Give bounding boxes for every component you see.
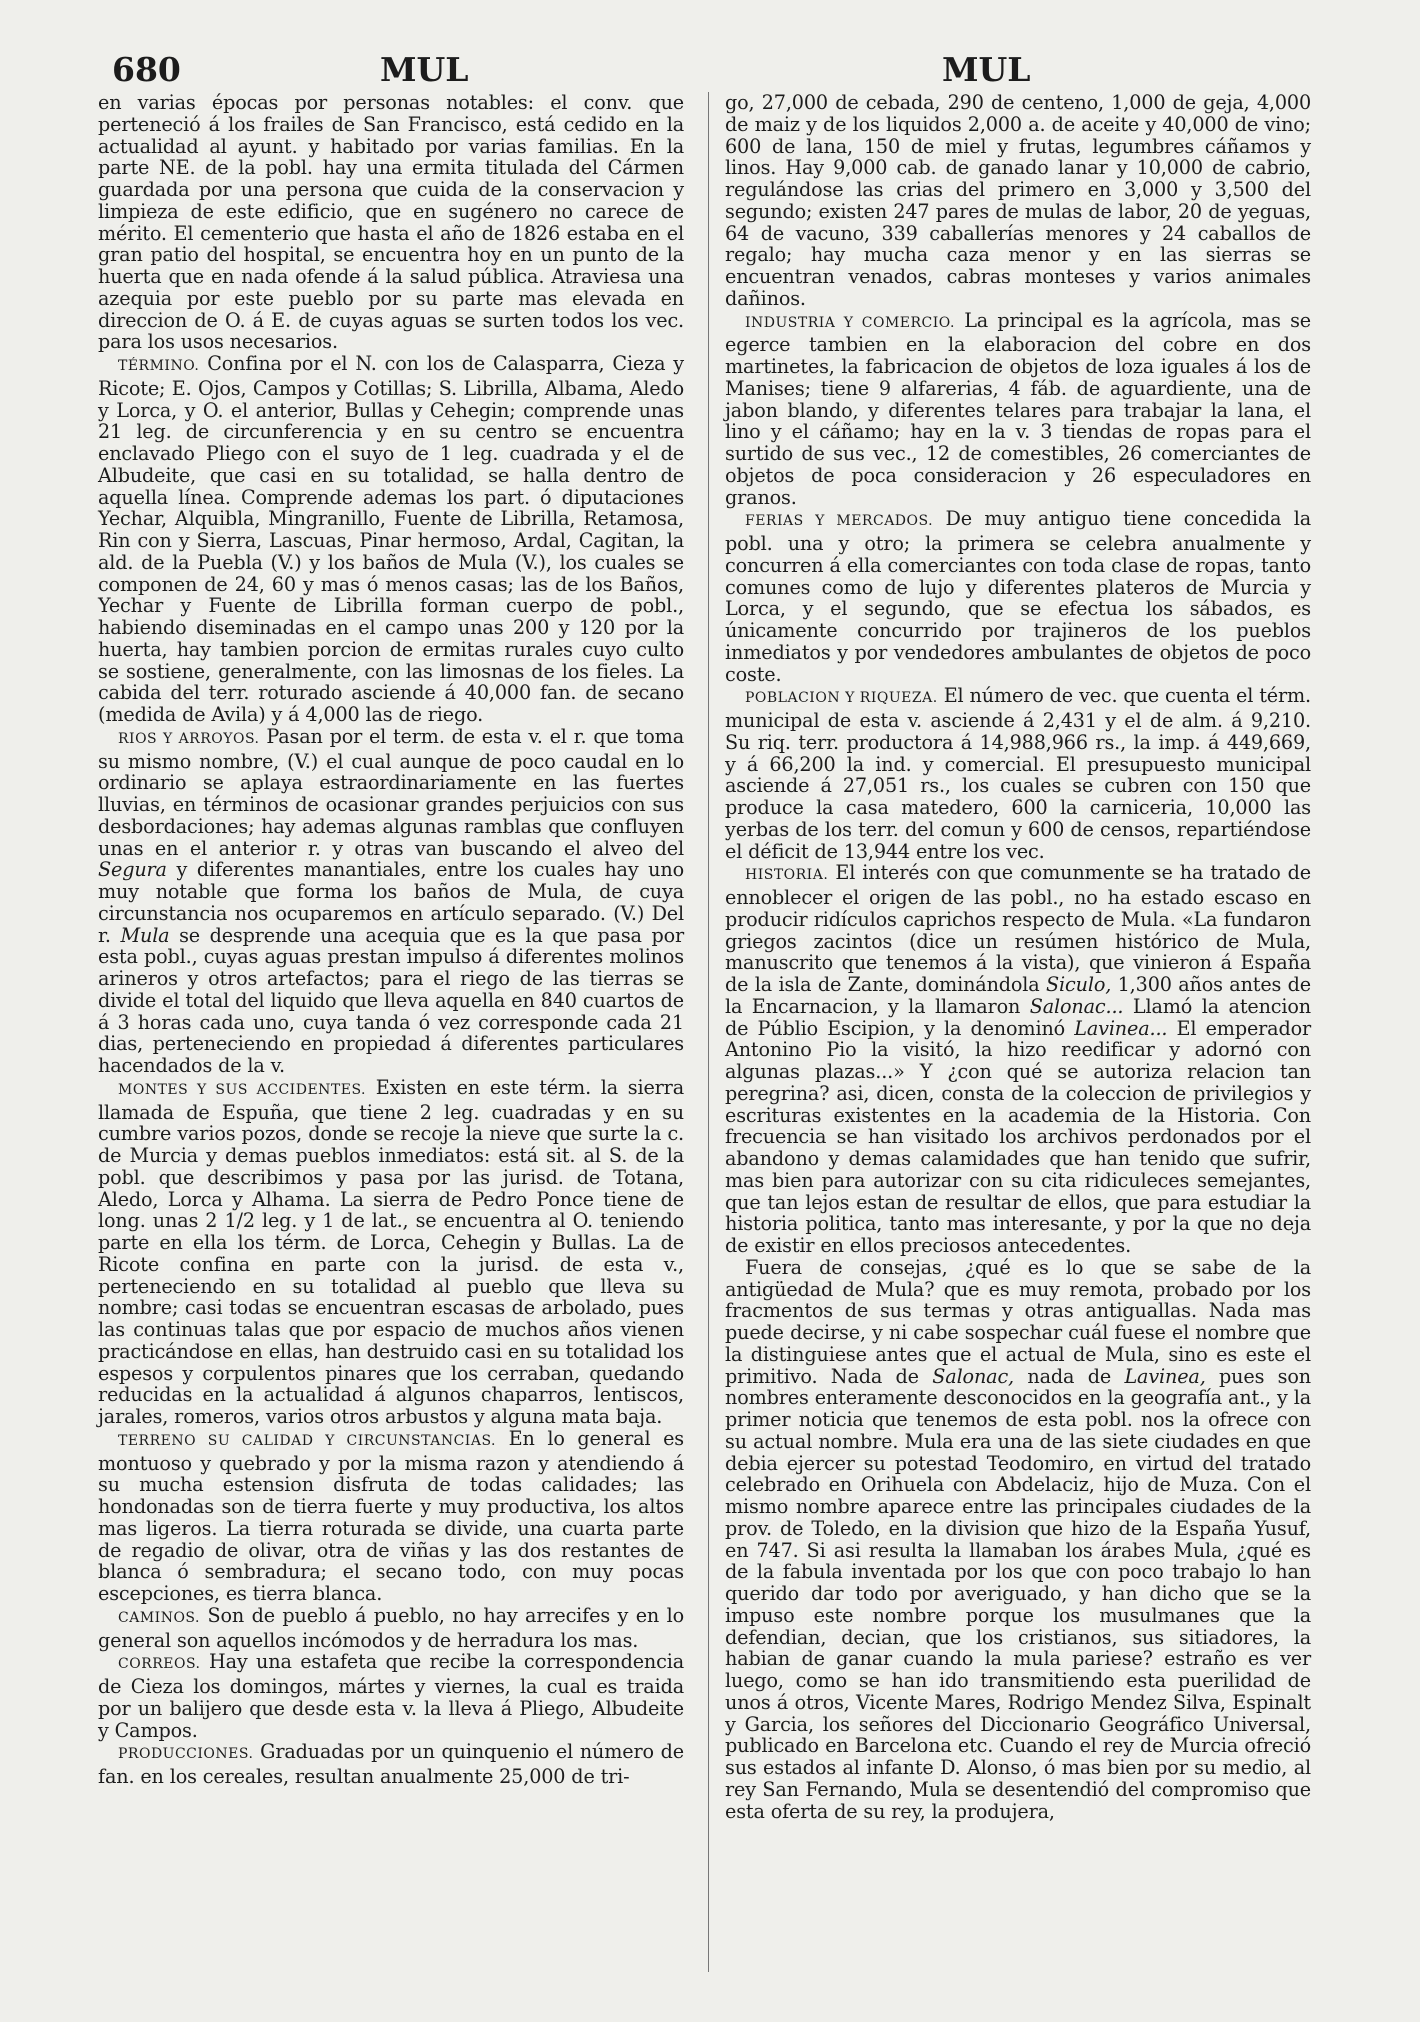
paragraph-historia <box>725 862 1311 1257</box>
paragraph-producciones <box>98 1741 684 1788</box>
text-industria: La principal es la agrícola, mas se egerce tambien en la elaboracion del cobre en dos martinetes, la fabricacion de objetos de loza iguales á los de Manises; tiene 9 alfarerias, 4 fáb. de aguardiente, una de jabon blando, y diferentes telares para trabajar la lana, el lino y el cáñamo; hay en la v. 3 tiendas de ropas para el surtido de sus vec., 12 de comestibles, 26 comerciantes de objetos de poca consideracion y 26 especuladores en granos. <box>725 308 1312 509</box>
paragraph-terreno <box>98 1428 684 1605</box>
running-head-right: MUL <box>942 50 1031 89</box>
section-heading-termino: TÉRMINO. <box>118 358 200 374</box>
page-number: 680 <box>112 50 181 89</box>
text-historia-d: El emperador Antonino Pio la visitó, la hizo reedificar y adornó con algunas plazas...» Y ¿con qué se autoriza relacion tan peregrina? asi, dicen, consta de la coleccion de privilegios y escrituras existentes en la academia de la Historia. Con frecuencia se han visitado los archivos perdonados por el abandono y demas calamidades que han tenido que sufrir, mas bien para autorizar con su cita ridiculeces semejantes, que tan lejos estan de resultar de ellos, que para estudiar la historia politica, tanto mas interesante, y por la que no deja de existir en ellos preciosos antecedentes. <box>725 1016 1312 1257</box>
text-fuera-c: pues son nombres enteramente desconocidos en la geografía ant., y la primer noticia que tenemos de esta pobl. nos la ofrece con su actual nombre. Mula era una de las siete ciudades en que debia ejercer su potestad Teodomiro, en virtud del tratado celebrado en Orihuela con Abdelaciz, hijo de Muza. Con el mismo nombre aparece entre las principales ciudades de la prov. de Toledo, en la division que hizo de la España Yusuf, en 747. Si asi resulta la llamaban los árabes Mula, ¿qué es de la fabula inventada por los que con poco trabajo lo han querido dar todo por averiguado, y han dicho que se la impuso este nombre porque los musulmanes que la defendian, decian, que los cristianos, sus sitiadores, la habian de ganar cuando la mula pariese? estraño es ver luego, como se han ido transmitiendo esta puerilidad de unos á otros, Vicente Mares, Rodrigo Mendez Silva, Espinalt y Garcia, los señores del Diccionario Geográfico Universal, publicado en Barcelona etc. Cuando el rey de Murcia ofreció sus estados al infante D. Alonso, ó mas bien por su medio, al rey San Fernando, Mula se desentendió del compromiso que esta oferta de su rey, la produjera, <box>725 1364 1311 1823</box>
section-heading-poblacion: POBLACION Y RIQUEZA. <box>745 690 938 707</box>
text-rios-b: y diferentes manantiales, entre los cuales hay uno muy notable que forma los baños de Mula, de cuya circunstancia nos ocuparemos en artículo separado. (V.) Del r. <box>98 858 684 947</box>
text-salonac-2: Salonac, <box>932 1364 1014 1388</box>
paragraph-rios <box>98 726 684 1077</box>
paragraph-produce-continued: go, 27,000 de cebada, 290 de centeno, 1,000 de geja, 4,000 de maiz y de los liquidos 2,000 a. de aceite y 40,000 de vino; 600 de lana, 150 de miel y frutas, legumbres cáñamos y linos. Hay 9,000 cab. de ganado lanar y 10,000 de cabrio, regulándose las crias del primero en 3,000 y 3,500 del segundo; existen 247 pares de mulas de labor, 20 de yeguas, 64 de vacuno, 339 caballerías menores y 24 caballos de regalo; hay mucha caza menor y en las sierras se encuentran venados, cabras monteses y varios animales dañinos. <box>725 91 1311 310</box>
section-heading-montes: MONTES Y SUS ACCIDENTES. <box>118 1081 367 1098</box>
column-divider <box>708 92 709 1972</box>
paragraph-correos <box>98 1651 684 1741</box>
text-montes: Existen en este térm. la sierra llamada de Espuña, que tiene 2 leg. cuadradas y en su cumbre varios pozos, donde se recoje la nieve que surte la c. de Murcia y demas pueblos inmediatos: está sit. al S. de la pobl. que describimos y pasa por las jurisd. de Totana, Aledo, Lorca y Alhama. La sierra de Pedro Ponce tiene de long. unas 2 1/2 leg. y 1 de lat., se encuentra al O. teniendo parte en ella los térm. de Lorca, Cehegin y Bullas. La de Ricote confina en parte con la jurisd. de esta v., perteneciendo en su totalidad al pueblo que lleva su nombre; casi todas se encuentran escasas de arbolado, pues las continuas talas que por espacio de muchos años vienen practicándose en ellas, han destruido casi en su totalidad los espesos y corpulentos pinares que los cerraban, quedando reducidas en la actualidad á algunos chaparros, lentiscos, jarales, romeros, varios otros arbustos y alguna mata baja. <box>98 1075 684 1428</box>
text-segura: Segura <box>98 858 167 882</box>
text-fuera-a: Fuera de consejas, ¿qué es lo que se sabe de la antigüedad de Mula? que es muy remota, probado por los fracmentos de sus termas y otras antiguallas. Nada mas puede decirse, y ni cabe sospechar cuál fuese el nombre que la distinguiese antes que el actual de Mula, sino es este el primitivo. Nada de <box>725 1255 1311 1388</box>
text-mula: Mula <box>120 923 170 947</box>
text-siculo: Siculo, <box>1046 973 1112 996</box>
paragraph-industria <box>725 310 1311 509</box>
text-fuera-b: nada de <box>1027 1364 1112 1388</box>
text-caminos: Son de pueblo á pueblo, no hay arrecifes y en lo general son aquellos incómodos y de herradura los mas. <box>98 1603 684 1652</box>
text-historia-a: El interés con que comunmente se ha tratado de ennoblecer el origen de las pobl., no ha estado escaso en producir ridículos caprichos respecto de Mula. «La fundaron griegos zacintos (dice un resúmen histórico de Mula, manuscrito que tenemos á la vista), que vinieron á España de la isla de Zante, dominándola <box>725 861 1311 996</box>
text-producciones: Graduadas por un quinquenio el número de fan. en los cereales, resultan anualmente 25,000 de tri- <box>98 1740 684 1788</box>
section-heading-historia: HISTORIA. <box>745 867 829 884</box>
text-lavinea: Lavinea... <box>1074 1016 1168 1040</box>
paragraph-fuera-de-consejas <box>725 1257 1311 1823</box>
paragraph-poblacion <box>725 685 1311 862</box>
section-heading-ferias: FERIAS Y MERCADOS. <box>745 513 934 530</box>
section-heading-rios: RIOS Y ARROYOS. <box>118 730 260 747</box>
paragraph-caminos <box>98 1605 684 1652</box>
text-ferias: De muy antiguo tiene concedida la pobl. una y otro; la primera se celebra anualmente y concurren á ella comerciantes con toda clase de ropas, tanto comunes como de lujo y diferentes plateros de Murcia y Lorca, y el segundo, que se efectua los sábados, es únicamente concurrido por trajineros de los pueblos inmediatos y por vendedores ambulantes de objetos de poco coste. <box>725 507 1311 686</box>
text-rios-c: se desprende una acequia que es la que pasa por esta pobl., cuyas aguas prestan impulso á diferentes molinos arineros y otros artefactos; para el riego de las tierras se divide el total del liquido que lleva aquella en 840 cuartos de á 3 horas cada uno, cuya tanda ó vez corresponde cada 21 dias, perteneciendo en propiedad á diferentes particulares hacendados de la v. <box>98 923 685 1077</box>
text-salonac: Salonac... <box>1029 994 1124 1018</box>
text-termino: Confina por el N. con los de Calasparra, Cieza y Ricote; E. Ojos, Campos y Cotillas; S. Librilla, Albama, Aledo y Lorca, y O. el anterior, Bullas y Cehegin; comprende unas 21 leg. de circunferencia y en su centro se encuentra enclavado Pliego con el suyo de 1 leg. cuadrada y el de Albudeite, que casi en su totalidad, se halla dentro de aquella línea. Comprende ademas los part. ó diputaciones Yechar, Alquibla, Mingranillo, Fuente de Librilla, Retamosa, Rin con y Sierra, Lascuas, Pinar hermoso, Ardal, Cagitan, la ald. de la Puebla (V.) y los baños de Mula (V.), los cuales se componen de 24, 60 y mas ó menos casas; las de los Baños, Yechar y Fuente de Librilla forman cuerpo de pobl., habiendo diseminadas en el campo unas 200 y 120 por la huerta, hay tambien porcion de ermitas rurales cuyo culto se sostiene, generalmente, con las limosnas de los fieles. La cabida del terr. roturado asciende á 40,000 fan. de secano (medida de Avila) y á 4,000 las de riego. <box>98 352 684 726</box>
paragraph-termino <box>98 353 684 726</box>
text-correos: Hay una estafeta que recibe la correspondencia de Cieza los domingos, mártes y viernes, la cual es traida por un balijero que desde esta v. la lleva á Pliego, Albudeite y Campos. <box>98 1650 684 1742</box>
paragraph-ferias <box>725 508 1311 685</box>
section-heading-correos: CORREOS. <box>118 1656 201 1673</box>
text-lavinea-2: Lavinea, <box>1124 1364 1206 1388</box>
section-heading-terreno: TERRENO SU CALIDAD Y CIRCUNSTANCIAS. <box>118 1432 496 1449</box>
text-terreno: En lo general es montuoso y quebrado y por la misma razon y atendiendo á su mucha estension disfruta de todas calidades; las hondonadas son de tierra fuerte y muy productiva, los altos mas ligeros. La tierra roturada se divide, una cuarta parte de regadio de olivar, otra de viñas y las dos restantes de blanca ó sembradura; el secano todo, con muy pocas escepciones, es tierra blanca. <box>98 1426 684 1605</box>
text-rios-a: Pasan por el term. de esta v. el r. que toma su mismo nombre, (V.) el cual aunque de poco caudal en lo ordinario se aplaya estraordinariamente en las fuertes lluvias, en términos de ocasionar grandes perjuicios con sus desbordaciones; hay ademas algunas ramblas que confluyen unas en el anterior r. y otras van buscando el alveo del <box>98 724 684 860</box>
section-heading-producciones: PRODUCCIONES. <box>118 1746 254 1763</box>
paragraph-opening: en varias épocas por personas notables: el conv. que perteneció á los frailes de San Francisco, está cedido en la actualidad al ayunt. y habitado por varias familias. En la parte NE. de la pobl. hay una ermita titulada del Cármen guardada por una persona que cuida de la conservacion y limpieza de este edificio, que en sugénero no carece de mérito. El cementerio que hasta el año de 1826 estaba en el gran patio del hospital, se encuentra hoy en un punto de la huerta que en nada ofende á la salud pública. Atraviesa una azequia por este pueblo por su parte mas elevada en direccion de O. á E. de cuyas aguas se surten todos los vec. para los usos necesarios. <box>98 91 684 354</box>
text-poblacion: El número de vec. que cuenta el térm. municipal de esta v. asciende á 2,431 y el de alm. á 9,210. Su riq. terr. productora á 14,988,966 rs., la imp. á 449,669, y á 66,200 la ind. y comercial. El presupuesto municipal asciende á 27,051 rs., los cuales se cubren con 150 que produce la casa matedero, 600 la carniceria, 10,000 las yerbas de los terr. del comun y 600 de censos, repartiéndose el déficit de 13,944 entre los vec. <box>725 684 1311 863</box>
text-historia-b: 1,300 años antes de la Encarnacion, y la llamaron <box>725 973 1312 1018</box>
text-historia-c: Llamó la atencion de Públio Escipion, y la denominó <box>725 994 1311 1040</box>
left-column <box>98 92 684 1788</box>
right-column <box>725 92 1311 1822</box>
paragraph-montes <box>98 1077 684 1428</box>
running-head-left: MUL <box>380 50 469 89</box>
section-heading-caminos: CAMINOS. <box>118 1609 200 1626</box>
section-heading-industria: INDUSTRIA Y COMERCIO. <box>745 314 955 331</box>
